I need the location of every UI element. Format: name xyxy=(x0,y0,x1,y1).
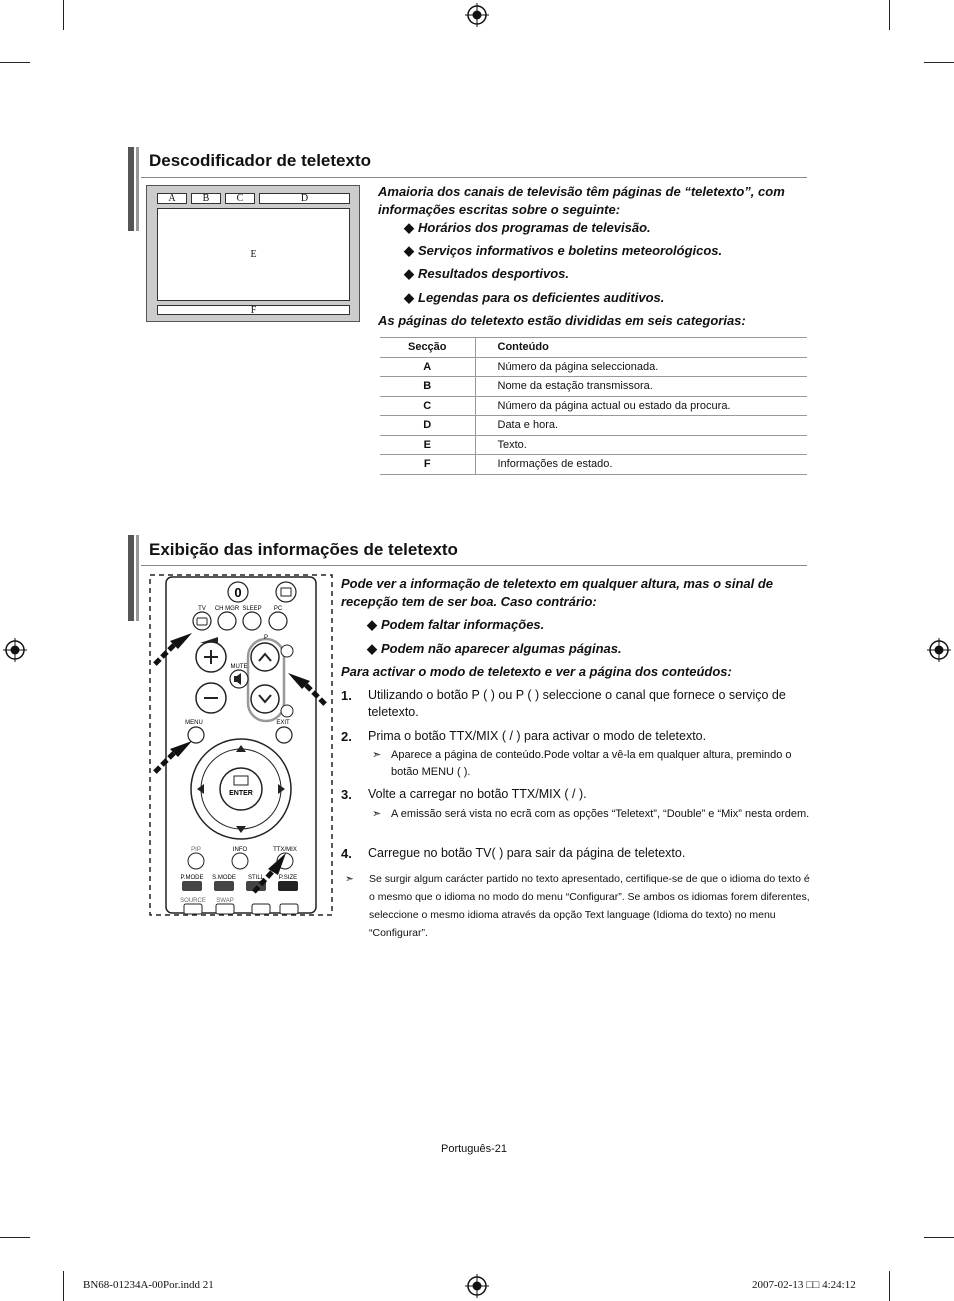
cell-f: F xyxy=(157,305,350,315)
step-text: Prima o botão TTX/MIX ( / ) para activar o modo de teletexto. xyxy=(368,729,707,743)
step-text: Utilizando o botão P ( ) ou P ( ) seleccione o canal que fornece o serviço de teletexto. xyxy=(368,688,786,719)
section-title: Exibição das informações de teletexto xyxy=(149,540,458,559)
cell-e-label: E xyxy=(250,249,257,260)
crop-mark xyxy=(0,1237,30,1238)
note-arrow-icon: ➣ xyxy=(372,749,382,761)
note-arrow-icon: ➣ xyxy=(345,873,354,885)
crop-mark xyxy=(63,0,64,30)
table-row xyxy=(380,455,807,475)
step-1 xyxy=(341,687,811,721)
note-text: Se surgir algum carácter partido no texto apresentado, certifique-se de que o idioma do texto é o mesmo que o idioma no modo do menu “Configurar”. Se ambos os idiomas forem diferentes, seleccione o mesmo idioma através da opção Text language (Idioma do texto) no menu “Configurar”. xyxy=(369,873,810,939)
bullet-text: Horários dos programas de televisão. xyxy=(418,220,651,235)
step-text: Carregue no botão TV( ) para sair da página de teletexto. xyxy=(368,846,686,860)
cell-c: C xyxy=(225,193,255,204)
table-cell: Nome da estação transmissora. xyxy=(475,377,807,397)
table-row xyxy=(380,435,807,455)
remote-control-illustration xyxy=(148,573,334,918)
table-cell: D xyxy=(380,416,475,436)
step-4 xyxy=(341,845,811,862)
step-number: 4. xyxy=(341,846,352,861)
table-cell: A xyxy=(380,357,475,377)
step-number: 3. xyxy=(341,787,352,802)
table-row xyxy=(380,416,807,436)
crop-mark xyxy=(0,62,30,63)
note xyxy=(372,747,810,781)
date-slug: 2007-02-13 □□ 4:24:12 xyxy=(752,1279,856,1291)
note-text: Aparece a página de conteúdo.Pode voltar a vê-la em qualquer altura, premindo o botão MENU ( ). xyxy=(391,749,792,778)
remote-label: TTX/MIX xyxy=(273,847,297,853)
bullet-item xyxy=(367,641,622,657)
crop-mark xyxy=(63,1271,64,1301)
table-row xyxy=(380,357,807,377)
section-title: Descodificador de teletexto xyxy=(149,151,372,170)
section-bar xyxy=(128,147,134,231)
remote-label: TV xyxy=(198,606,206,612)
remote-label: CH MGR xyxy=(214,606,240,612)
bullet-item xyxy=(404,290,664,306)
final-note xyxy=(345,870,810,942)
bullet-item xyxy=(404,266,569,282)
diamond-icon: ◆ xyxy=(404,266,414,281)
step-number: 2. xyxy=(341,729,352,744)
table-cell: Número da página seleccionada. xyxy=(475,357,807,377)
categories-intro: As páginas do teletexto estão divididas em seis categorias: xyxy=(378,313,746,328)
table-cell: Número da página actual ou estado da procura. xyxy=(475,396,807,416)
step-number: 1. xyxy=(341,688,352,703)
diamond-icon: ◆ xyxy=(367,617,377,632)
table-cell: F xyxy=(380,455,475,475)
diamond-icon: ◆ xyxy=(404,290,414,305)
teletext-screen-diagram xyxy=(146,185,360,322)
remote-label: MENU xyxy=(185,720,203,726)
activate-text: Para activar o modo de teletexto e ver a página dos conteúdos: xyxy=(341,664,732,679)
cell-d: D xyxy=(259,193,350,204)
crop-mark xyxy=(889,1271,890,1301)
table-header: Conteúdo xyxy=(475,338,807,358)
table-row xyxy=(380,396,807,416)
section-bar xyxy=(136,535,139,621)
crop-mark xyxy=(889,0,890,30)
registration-mark-icon xyxy=(3,638,27,662)
section-rule xyxy=(141,565,807,566)
section-bar xyxy=(128,535,134,621)
remote-label: S.MODE xyxy=(212,875,236,881)
page-number: Português-21 xyxy=(441,1143,508,1155)
table-cell: C xyxy=(380,396,475,416)
cell-e xyxy=(157,208,350,301)
bullet-text: Serviços informativos e boletins meteorológicos. xyxy=(418,243,723,258)
bullet-text: Podem não aparecer algumas páginas. xyxy=(381,641,622,656)
remote-label: SOURCE xyxy=(180,898,206,904)
registration-mark-icon xyxy=(927,638,951,662)
remote-label: INFO xyxy=(232,847,248,853)
categories-table xyxy=(380,337,807,475)
table-header-row xyxy=(380,338,807,358)
remote-label: SLEEP xyxy=(242,606,262,612)
table-cell: B xyxy=(380,377,475,397)
remote-label: MUTE xyxy=(230,664,248,670)
bullet-text: Legendas para os deficientes auditivos. xyxy=(418,290,665,305)
note-arrow-icon: ➣ xyxy=(372,808,382,820)
remote-label: EXIT xyxy=(276,720,290,726)
step-text: Volte a carregar no botão TTX/MIX ( / ). xyxy=(368,787,587,801)
diamond-icon: ◆ xyxy=(404,220,414,235)
table-row xyxy=(380,377,807,397)
remote-label: STILL xyxy=(247,875,265,881)
crop-mark xyxy=(924,1237,954,1238)
note-text: A emissão será vista no ecrã com as opções “Teletext”, “Double” e “Mix” nesta ordem. xyxy=(391,808,810,820)
note xyxy=(372,806,810,823)
cell-a: A xyxy=(157,193,187,204)
remote-label: P.MODE xyxy=(180,875,204,881)
crop-mark xyxy=(924,62,954,63)
table-cell: Texto. xyxy=(475,435,807,455)
remote-label: PIP xyxy=(191,847,201,853)
remote-label: P.SIZE xyxy=(278,875,298,881)
remote-label: SWAP xyxy=(216,898,234,904)
diamond-icon: ◆ xyxy=(404,243,414,258)
bullet-text: Resultados desportivos. xyxy=(418,266,569,281)
bullet-item xyxy=(404,220,651,236)
remote-label: PC xyxy=(273,606,283,612)
intro-text: Amaioria dos canais de televisão têm páginas de “teletexto”, com informações escritas sobre o seguinte: xyxy=(378,184,785,217)
step-3 xyxy=(341,786,811,803)
remote-label: ENTER xyxy=(229,790,253,797)
file-slug: BN68-01234A-00Por.indd 21 xyxy=(83,1279,214,1291)
table-cell: Informações de estado. xyxy=(475,455,807,475)
bullet-item xyxy=(404,243,722,259)
table-cell: E xyxy=(380,435,475,455)
step-2 xyxy=(341,728,811,745)
diamond-icon: ◆ xyxy=(367,641,377,656)
table-cell: Data e hora. xyxy=(475,416,807,436)
cell-b: B xyxy=(191,193,221,204)
table-header: Secção xyxy=(380,338,475,358)
intro-text: Pode ver a informação de teletexto em qualquer altura, mas o sinal de recepção tem de ser boa. Caso contrário: xyxy=(341,576,774,609)
remote-label: 0 xyxy=(234,585,242,600)
section-bar xyxy=(136,147,139,231)
bullet-text: Podem faltar informações. xyxy=(381,617,545,632)
registration-mark-icon xyxy=(465,1274,489,1298)
bullet-item xyxy=(367,617,544,633)
registration-mark-icon xyxy=(465,3,489,27)
remote-label: P xyxy=(263,635,269,641)
section-rule xyxy=(141,177,807,178)
